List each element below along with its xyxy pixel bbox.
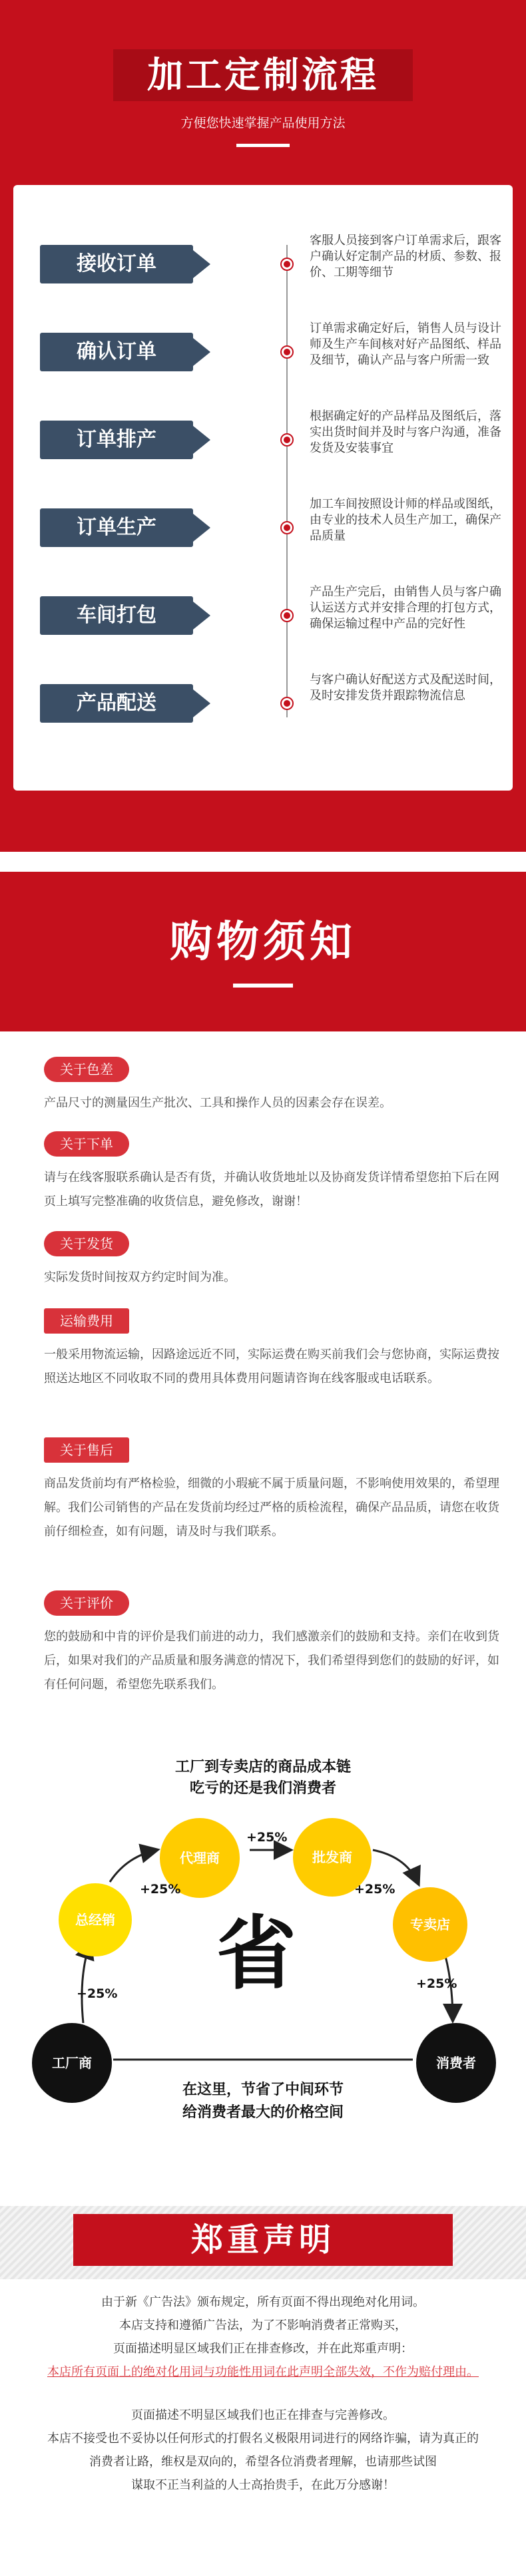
notice-text: 商品发货前均有严格检验，细微的小瑕疵不属于质量问题，不影响使用效果的，希望理解。我们公司销售的产品在发货前均经过严格的质检流程，确保产品品质，请您在收货前仔细检查，如有问题，请及时与我们联系。 xyxy=(44,1477,499,1539)
node-distributor: 总经销 xyxy=(59,1883,132,1956)
declaration-line: 本店不接受也不妥协以任何形式的打假名义极限用词进行的网络诈骗，请为真正的 xyxy=(47,2432,479,2446)
save-big-character: 省 xyxy=(216,1908,296,2000)
step-description: 订单需求确定好后，销售人员与设计师及生产车间核对好产品图纸、样品及细节，确认产品与客户所需一致 xyxy=(310,321,501,367)
step-description: 客服人员接到客户订单需求后，跟客户确认好定制产品的材质、参数、报价、工期等细节 xyxy=(310,234,501,279)
process-step xyxy=(13,234,513,331)
markup-label: +25% xyxy=(140,1882,181,1897)
process-section xyxy=(0,0,526,852)
node-agent: 代理商 xyxy=(160,1818,240,1898)
step-label: 接收订单 xyxy=(40,245,193,283)
process-step xyxy=(13,497,513,595)
node-store: 专卖店 xyxy=(393,1887,467,1962)
arrow-wholesaler-store-icon xyxy=(373,1850,418,1883)
step-description: 加工车间按照设计师的样品或图纸，由专业的技术人员生产加工，确保产品质量 xyxy=(310,497,501,543)
step-arrow-icon xyxy=(193,250,210,278)
notice-badge: 关于评价 xyxy=(44,1590,129,1616)
notice-text: 一般采用物流运输，因路途远近不同，实际运费在购买前我们会与您协商，实际运费按照送达地区不同收取不同的费用具体费用问题请咨询在线客服或电话联系。 xyxy=(44,1348,499,1385)
notice-badge: 关于下单 xyxy=(44,1131,129,1157)
shopping-header xyxy=(0,872,526,1031)
process-step xyxy=(13,409,513,507)
step-description: 产品生产完后，由销售人员与客户确认运送方式并安排合理的打包方式，确保运输过程中产品的完好性 xyxy=(310,585,501,631)
notice-text: 实际发货时间按双方约定时间为准。 xyxy=(44,1270,236,1284)
notice-badge: 运输费用 xyxy=(44,1308,129,1334)
markup-label: +25% xyxy=(354,1882,395,1897)
step-arrow-icon xyxy=(193,514,210,542)
timeline-dot-center-icon xyxy=(284,261,290,268)
chain-bottom-line2: 给消费者最大的价格空间 xyxy=(182,2104,344,2121)
node-consumer: 消费者 xyxy=(416,2023,496,2103)
chain-bottom-line1: 在这里，节省了中间环节 xyxy=(182,2082,344,2098)
process-step xyxy=(13,321,513,419)
process-subtitle: 方便您快速掌握产品使用方法 xyxy=(180,116,346,130)
declaration-line-highlight: 本店所有页面上的绝对化用词与功能性用词在此声明全部失效，不作为赔付理由。 xyxy=(47,2365,479,2379)
process-step xyxy=(13,585,513,683)
step-description: 根据确定好的产品样品及图纸后，落实出货时间并及时与客户沟通，准备发货及安装事宜 xyxy=(310,409,501,455)
node-factory: 工厂商 xyxy=(32,2023,112,2103)
step-label: 订单生产 xyxy=(40,508,193,547)
step-label: 车间打包 xyxy=(40,596,193,635)
timeline-dot-center-icon xyxy=(284,700,290,707)
notice-badge: 关于色差 xyxy=(44,1057,129,1082)
chain-title-line1: 工厂到专卖店的商品成本链 xyxy=(174,1759,351,1775)
notice-badge: 关于售后 xyxy=(44,1437,129,1463)
declaration-line: 消费者让路，维权是双向的，希望各位消费者理解，也请那些试图 xyxy=(89,2455,437,2469)
process-title: 加工定制流程 xyxy=(113,49,413,101)
step-arrow-icon xyxy=(193,338,210,366)
step-description: 与客户确认好配送方式及配送时间，及时安排发货并跟踪物流信息 xyxy=(310,673,501,703)
step-arrow-icon xyxy=(193,689,210,717)
timeline-dot-center-icon xyxy=(284,349,290,355)
cost-chain-diagram xyxy=(0,1757,526,2156)
notice-text: 请与在线客服联系确认是否有货，并确认收货地址以及协商发货详情希望您拍下后在网页上填写完整准确的收货信息，避免修改，谢谢！ xyxy=(44,1171,499,1208)
chain-title-line2: 吃亏的还是我们消费者 xyxy=(189,1780,336,1797)
title-divider xyxy=(233,984,293,988)
title-divider xyxy=(236,144,290,147)
declaration-line: 谋取不正当利益的人士高抬贵手，在此万分感谢！ xyxy=(131,2478,395,2492)
declaration-header xyxy=(0,2206,526,2279)
notice-text: 产品尺寸的测量因生产批次、工具和操作人员的因素会存在误差。 xyxy=(44,1096,392,1110)
step-arrow-icon xyxy=(193,602,210,630)
notice-badge: 关于发货 xyxy=(44,1231,129,1256)
timeline-dot-center-icon xyxy=(284,612,290,619)
timeline-dot-center-icon xyxy=(284,524,290,531)
shopping-title: 购物须知 xyxy=(170,918,356,967)
markup-label: +25% xyxy=(246,1830,288,1845)
markup-label: +25% xyxy=(416,1976,457,1991)
markup-label: +25% xyxy=(77,1986,118,2001)
step-label: 订单排产 xyxy=(40,421,193,459)
process-panel xyxy=(13,185,513,791)
declaration-line: 页面描述不明显区域我们也正在排查与完善修改。 xyxy=(131,2408,395,2422)
step-label: 产品配送 xyxy=(40,684,193,723)
declaration-line: 本店支持和遵循广告法，为了不影响消费者正常购买， xyxy=(119,2318,407,2332)
arrow-distributor-agent-icon xyxy=(110,1850,156,1882)
step-arrow-icon xyxy=(193,426,210,454)
timeline-dot-center-icon xyxy=(284,437,290,443)
declaration-line: 由于新《广告法》颁布规定，所有页面不得出现绝对化用词。 xyxy=(101,2295,425,2309)
node-wholesaler: 批发商 xyxy=(293,1818,372,1897)
declaration-title: 郑重声明 xyxy=(73,2214,453,2266)
step-label: 确认订单 xyxy=(40,333,193,371)
notice-text: 您的鼓励和中肯的评价是我们前进的动力，我们感激亲们的鼓励和支持。亲们在收到货后，如果对我们的产品质量和服务满意的情况下，我们希望得到您们的鼓励的好评，如有任何问题，希望您先联系我们。 xyxy=(44,1630,499,1692)
process-step xyxy=(13,673,513,771)
chain-bottom-text xyxy=(0,2079,526,2124)
declaration-line: 页面描述明显区域我们正在排查修改，并在此郑重声明： xyxy=(113,2342,413,2356)
